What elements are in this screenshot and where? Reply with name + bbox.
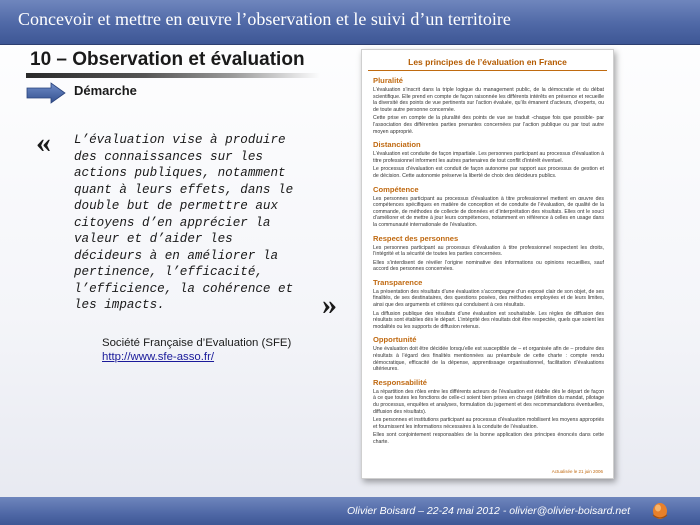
quote-line: des connaissances sur les [74, 149, 263, 164]
footer-bar [0, 497, 700, 525]
quote-line: l’efficience, la cohérence et [74, 281, 294, 296]
document-section [362, 335, 613, 372]
section-heading: Pluralité [373, 76, 403, 85]
section-paragraph: Cette prise en compte de la pluralité des points de vue se traduit -chaque fois que possible- par l’association des différentes parties prenantes concernées par l’action publique ou par tout autre moyen approprié. [373, 115, 604, 135]
section-heading: Opportunité [373, 335, 417, 345]
section-heading: Distanciation [373, 140, 421, 150]
document-footnote: Actualisée le 21 juin 2006 [551, 469, 603, 474]
source-link[interactable]: http://www.sfe-asso.fr/ [102, 351, 215, 363]
quote-line: actions publiques, notamment [74, 166, 286, 180]
section-paragraph: La diffusion publique des résultats d’une évaluation est souhaitable. Les règles de diffusion des résultats sont établies dès le départ. L’intégrité des résultats doit être respectée, quels que soient les modalités ou les supports de diffusion retenus. [373, 310, 604, 330]
quote-open-mark: « [36, 126, 51, 159]
quote-line: double but de permettre aux [74, 199, 279, 213]
section-paragraph: La présentation des résultats d’une évaluation s’accompagne d’un exposé clair de son objet, de ses finalités, de ses destinataires, des questions posées, des méthodes employées et de leurs limites, ainsi que des arguments et critères qui conduisent à ces résultats. [373, 288, 604, 309]
arrow-right-icon [26, 82, 66, 104]
header-bar [0, 0, 700, 45]
quote-line: L’évaluation vise à produire [74, 133, 286, 147]
section-paragraph: Les personnes participant au processus d’évaluation à titre professionnel mettent en œuvre des compétences spécifiques en matière de conception et de conduite de l’évaluation, de qualité de la commande, de méthodes de collecte de données et d’interprétation des résultats. Elles ont le souci d’améliorer et de mettre à jour leurs compétences, notamment en référence à celles en usage dans la communauté internationale de l’évaluation. [373, 195, 604, 228]
section-paragraph: Elles sont conjointement responsables de la bonne application des principes énoncés dans cette charte. [373, 432, 604, 445]
footer-credits: Olivier Boisard – 22-24 mai 2012 - olivier@olivier-boisard.net [346, 505, 630, 517]
quote-line: valeur et d’aider les [74, 232, 233, 246]
quote-text [74, 132, 324, 314]
slide-heading: 10 – Observation et évaluation [30, 49, 305, 70]
section-paragraph: Le processus d’évaluation est conduit de façon autonome par rapport aux processus de gestion et de décision. Cette autonomie préserve la liberté de choix des décideurs publics. [373, 166, 604, 179]
section-heading: Responsabilité [373, 377, 428, 387]
quote-source [102, 336, 291, 364]
section-paragraph: L’évaluation est conduite de façon impartiale. Les personnes participant au processus d’évaluation à titre professionnel informent les autres partenaires de tout conflit d’intérêt éventuel. [373, 151, 604, 164]
quote-line: citoyens d’en apprécier la [74, 215, 271, 230]
document-title: Les principes de l’évaluation en France [368, 57, 607, 71]
document-section [362, 140, 613, 179]
section-heading: Compétence [373, 184, 419, 194]
document-section [362, 76, 613, 135]
quote-close-mark: » [322, 288, 337, 321]
quote-line: quant à leurs effets, dans le [74, 182, 294, 197]
document-section [362, 234, 613, 273]
source-organization: Société Française d’Evaluation (SFE) [102, 337, 292, 349]
quote-line: les impacts. [74, 298, 165, 312]
section-paragraph: Elles s’interdisent de révéler l’origine nominative des informations ou opinions recueillies, sauf accord des personnes concernées. [373, 259, 604, 273]
section-paragraph: L’évaluation s’inscrit dans la triple logique du management public, de la démocratie et du débat scientifique. Elle prend en compte de façon raisonnée les différents intérêts en présence et recueille la diversité des points de vue pertinents sur l’action évaluée, qu’ils émanent d’acteurs, d’experts, ou de toute autre personne concernée. [373, 87, 604, 113]
heading-underline [26, 73, 320, 78]
quote-line: décideurs à en améliorer la [74, 248, 279, 263]
section-paragraph: Une évaluation doit être décidée lorsqu’elle est susceptible de – et organisée afin de – produire des résultats à l’égard des finalités mentionnées au préambule de cette charte : compte rendu démocratique, efficacité de la dépense, apprentissage organisationnel, facilitation d’évaluations ultérieures. [373, 346, 604, 373]
section-subheading: Démarche [74, 83, 137, 98]
quote-line: pertinence, l’efficacité, [74, 265, 263, 279]
logo-icon [650, 499, 670, 521]
section-heading: Respect des personnes [373, 233, 459, 243]
section-paragraph: La répartition des rôles entre les différents acteurs de l’évaluation est établie dès le départ de façon à ce que toutes les fonctions de celle-ci soient bien prises en charge (définition du mandat, pilotage du processus, enquêtes et analyses, formulation du jugement et des recommandations éventuelles, diffusion des résultats). [373, 388, 604, 415]
section-paragraph: Les personnes participant au processus d’évaluation à titre professionnel respectent les droits, l’intégrité et la sécurité de toutes les parties concernées. [373, 244, 604, 258]
document-section [362, 278, 613, 331]
document-section [362, 185, 613, 229]
principles-document [361, 49, 614, 479]
section-paragraph: Les personnes et institutions participant au processus d’évaluation mobilisent les moyens appropriés et fournissent les informations nécessaires à la conduite de l’évaluation. [373, 417, 604, 430]
presentation-title: Concevoir et mettre en œuvre l’observation et le suivi d’un territoire [18, 9, 511, 29]
section-heading: Transparence [373, 277, 423, 287]
document-section [362, 378, 613, 446]
